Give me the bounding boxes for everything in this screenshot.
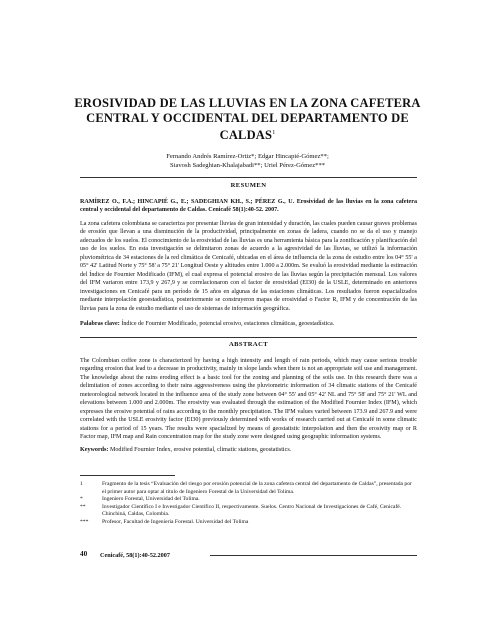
footnote [80, 496, 417, 504]
footnote [80, 481, 417, 496]
footnote-separator [80, 475, 175, 476]
title-footnote-mark: 1 [272, 130, 276, 136]
footnote-mark: * [80, 496, 83, 503]
footnote [80, 504, 417, 519]
footnote-text: Investigador Científico I e Investigador Científico II, respectivamente. Suelos. Centro Nacional de Investigaciones de Café, Cenicafé. Chinchiná, Caldas, Colombia. [102, 503, 402, 518]
footnote-text: Ingeniero Forestal, Universidad del Tolima. [102, 496, 200, 503]
palabras-clave-text: Índice de Fournier Modificado, potencial erosivo, estaciones climáticas, geoestadística. [121, 321, 335, 327]
article-title [60, 96, 435, 143]
footnote-mark: 1 [80, 481, 83, 487]
journal-reference: Cenicafé, 58(1):40-52.2007 [100, 552, 170, 559]
citation-text: RAMÍREZ O., F.A.; HINCAPIÉ G., E.; SADEGHIAN KH., S.; PÉREZ G., U. Erosividad de las lluvias en la zona cafetera central y occidental del departamento de Caldas. Cenicafé 58(1):40-52. 2007. [80, 199, 417, 214]
footer-rule [210, 555, 417, 556]
resumen-heading: RESUMEN [230, 182, 267, 189]
author-list [80, 152, 415, 170]
abstract-heading: ABSTRACT [228, 341, 269, 348]
citation [80, 198, 417, 215]
keywords-text: Modified Fournier Index, erosive potential, climatic stations, geostatistics. [109, 447, 292, 453]
divider-rule [80, 337, 417, 338]
palabras-clave-label: Palabras clave: [80, 321, 120, 327]
abstract-body: The Colombian coffee zone is characterized by having a high intensity and length of rain periods, which may cause serious trouble regarding erosion that lead to a decrease in productivity, mainly in slope lands when there is not an appropriate soil use and management. The knowledge about the rains eroding effect is a basic tool for the zoning and planning of the soils use. In this research there was a delimitation of zones according to their rains aggressiveness using the pluviometric information of 34 climatic stations of the Cenicafé meteorological network located in the influence area of the study zone between 04° 55' and 05° 42' NL and 75° 58' and 75° 21' WL and elevations between 1.000 and 2.000m. The erosivity was evaluated through the estimation of the Modified Fournier Index (IFM), which expresses the erosive potential of rains according to the monthly precipitation. The IFM values varied between 173.9 and 267.9 and were correlated with the USLE erosivity factor (EI30) previously determined with works of research carried out at Cenicafé in some climatic stations for a period of 15 years. The results were spacialized by means of geostatistic interpolation and then the erosivity map or R Factor map, IFM map and Rain concentration map for the study zone were designed using geographic information systems. [80, 358, 417, 441]
keywords-label: Keywords: [80, 447, 109, 453]
palabras-clave [80, 320, 417, 328]
page-number: 40 [80, 550, 88, 558]
footnote-mark: ** [80, 503, 86, 510]
footnote [80, 519, 417, 527]
keywords [80, 446, 417, 454]
authors-line-1: Fernando Andrés Ramírez-Ortiz*; Edgar Hincapié-Gómez**; [166, 153, 329, 160]
page-footer [80, 550, 417, 562]
footnote-text: Profesor, Facultad de Ingeniería Forestal. Universidad del Tolima [102, 518, 249, 525]
resumen-body: La zona cafetera colombiana se caracteriza por presentar lluvias de gran intensidad y duración, las cuales pueden causar graves problemas de erosión que llevan a una disminución de la productividad, principalmente en zonas de ladera, cuando no se da el uso y manejo adecuados de los suelos. El conocimiento de la erosividad de las lluvias es una herramienta básica para la zonificación y planificación del uso de los suelos. En esta investigación se delimitaron zonas de acuerdo a la agresividad de las lluvias, se utilizó la información pluviométrica de 34 estaciones de la red climática de Cenicafé, ubicadas en el área de influencia de la zona de estudio entre los 04° 55' a 05° 42' Latitud Norte y 75° 58' a 75° 21' Longitud Oeste y altitudes entre 1.000 a 2.000m. Se evaluó la erosividad mediante la estimación del Índice de Fournier Modificado (IFM), el cual expresa el potencial erosivo de las lluvias según la precipitación mensual. Los valores del IFM variaron entre 173,9 y 267,9 y se correlacionaron con el factor de erosividad (EI30) de la USLE, determinado en anteriores investigaciones en Cenicafé para un período de 15 años en algunas de las estaciones climáticas. Los resultados fueron espacializados mediante interpolación geoestadística, posteriormente se construyeron mapas de erosividad o Factor R, IFM y de concentración de las lluvias para la zona de estudio mediante el uso de sistemas de información geográfica. [80, 221, 417, 312]
authors-line-2: Siavosh Sadeghian-Khalajabadi**; Uriel Pérez-Gómez*** [169, 162, 326, 169]
title-text: EROSIVIDAD DE LAS LLUVIAS EN LA ZONA CAFETERA CENTRAL Y OCCIDENTAL DEL DEPARTAMENTO DE CALDAS [74, 96, 421, 143]
footnote-mark: *** [80, 518, 89, 525]
footnotes [80, 481, 417, 527]
footnote-text: Fragmento de la tesis “Evaluación del riesgo por erosión potencial de la zona cafetera central del departamento de Caldas”, presentada por el primer autor para optar al título de Ingeniero Forestal de la Universidad del Tolima. [102, 481, 412, 495]
divider-rule [80, 177, 417, 178]
